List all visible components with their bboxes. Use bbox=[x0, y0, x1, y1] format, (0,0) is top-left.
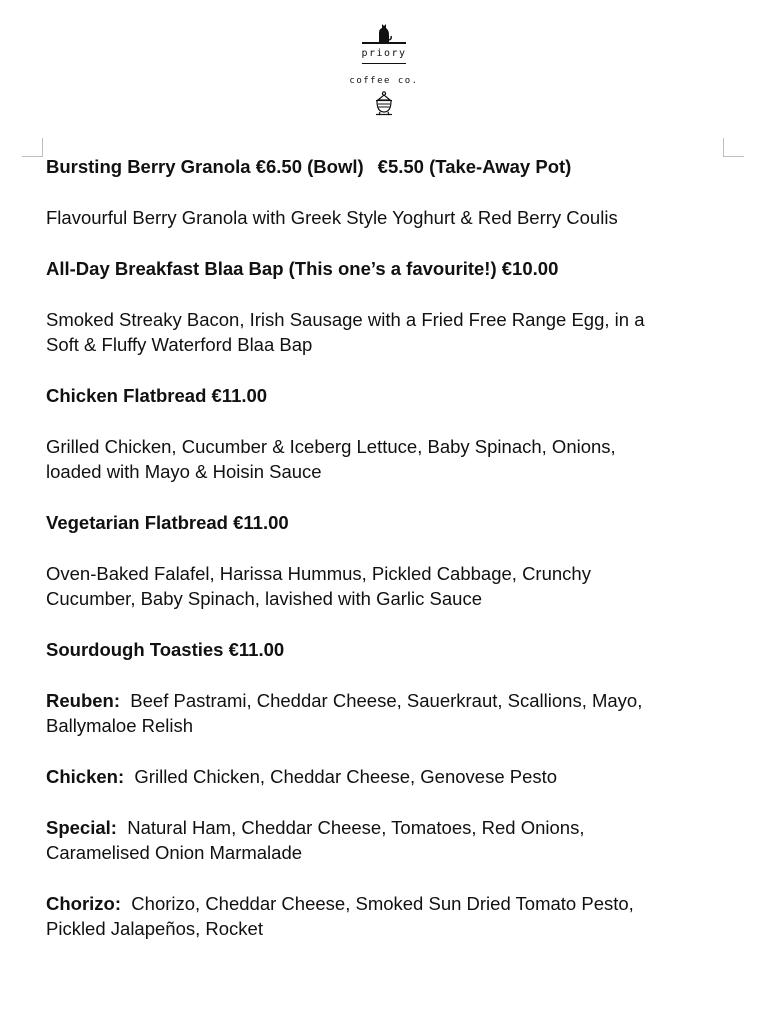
toastie-special-line2: Caramelised Onion Marmalade bbox=[46, 842, 303, 863]
toastie-chicken-line1 bbox=[46, 764, 706, 789]
toastie-chorizo-line2: Pickled Jalapeños, Rocket bbox=[46, 918, 263, 939]
margin-corner-left bbox=[22, 138, 43, 157]
granola-title-pot: €5.50 (Take-Away Pot) bbox=[377, 156, 572, 177]
toastie-special-line1 bbox=[46, 815, 706, 840]
chicken-flatbread-description-line2: loaded with Mayo & Hoisin Sauce bbox=[46, 461, 322, 482]
coffee-pot-icon bbox=[371, 91, 397, 117]
chicken-flatbread-description-line1: Grilled Chicken, Cucumber & Iceberg Lettuce, Baby Spinach, Onions, bbox=[46, 436, 616, 457]
veg-flatbread-description-line1: Oven-Baked Falafel, Harissa Hummus, Pickled Cabbage, Crunchy bbox=[46, 563, 591, 584]
toastie-chorizo-line1 bbox=[46, 891, 706, 916]
granola-title bbox=[46, 154, 706, 179]
toastie-reuben-description: Beef Pastrami, Cheddar Cheese, Sauerkraut, Scallions, Mayo, bbox=[130, 690, 643, 711]
granola-title-bowl: Bursting Berry Granola €6.50 (Bowl) bbox=[46, 156, 364, 177]
toastie-chorizo-description: Chorizo, Cheddar Cheese, Smoked Sun Dried Tomato Pesto, bbox=[131, 893, 634, 914]
margin-corner-right bbox=[723, 138, 744, 157]
toastie-chicken-description: Grilled Chicken, Cheddar Cheese, Genovese Pesto bbox=[134, 766, 558, 787]
toastie-reuben-name: Reuben: bbox=[46, 690, 120, 711]
priory-logo bbox=[330, 22, 438, 117]
granola-description: Flavourful Berry Granola with Greek Style Yoghurt & Red Berry Coulis bbox=[46, 207, 618, 228]
toastie-special-description: Natural Ham, Cheddar Cheese, Tomatoes, Red Onions, bbox=[127, 817, 585, 838]
cat-icon bbox=[376, 22, 392, 42]
menu-body bbox=[46, 154, 706, 941]
breakfast-bap-description-line1: Smoked Streaky Bacon, Irish Sausage with a Fried Free Range Egg, in a bbox=[46, 309, 645, 330]
toastie-chorizo-name: Chorizo: bbox=[46, 893, 122, 914]
toastie-reuben-line1 bbox=[46, 688, 706, 713]
logo-tagline: coffee co. bbox=[349, 76, 419, 86]
breakfast-bap-description-line2: Soft & Fluffy Waterford Blaa Bap bbox=[46, 334, 313, 355]
toasties-title: Sourdough Toasties €11.00 bbox=[46, 639, 285, 660]
logo-name: priory bbox=[361, 47, 407, 59]
breakfast-bap-title: All-Day Breakfast Blaa Bap (This one’s a favourite!) €10.00 bbox=[46, 258, 559, 279]
chicken-flatbread-title: Chicken Flatbread €11.00 bbox=[46, 385, 268, 406]
veg-flatbread-description-line2: Cucumber, Baby Spinach, lavished with Garlic Sauce bbox=[46, 588, 482, 609]
toastie-special-name: Special: bbox=[46, 817, 117, 838]
toastie-chicken-name: Chicken: bbox=[46, 766, 125, 787]
logo-rule-bottom bbox=[362, 63, 406, 65]
veg-flatbread-title: Vegetarian Flatbread €11.00 bbox=[46, 512, 289, 533]
toastie-reuben-line2: Ballymaloe Relish bbox=[46, 715, 194, 736]
